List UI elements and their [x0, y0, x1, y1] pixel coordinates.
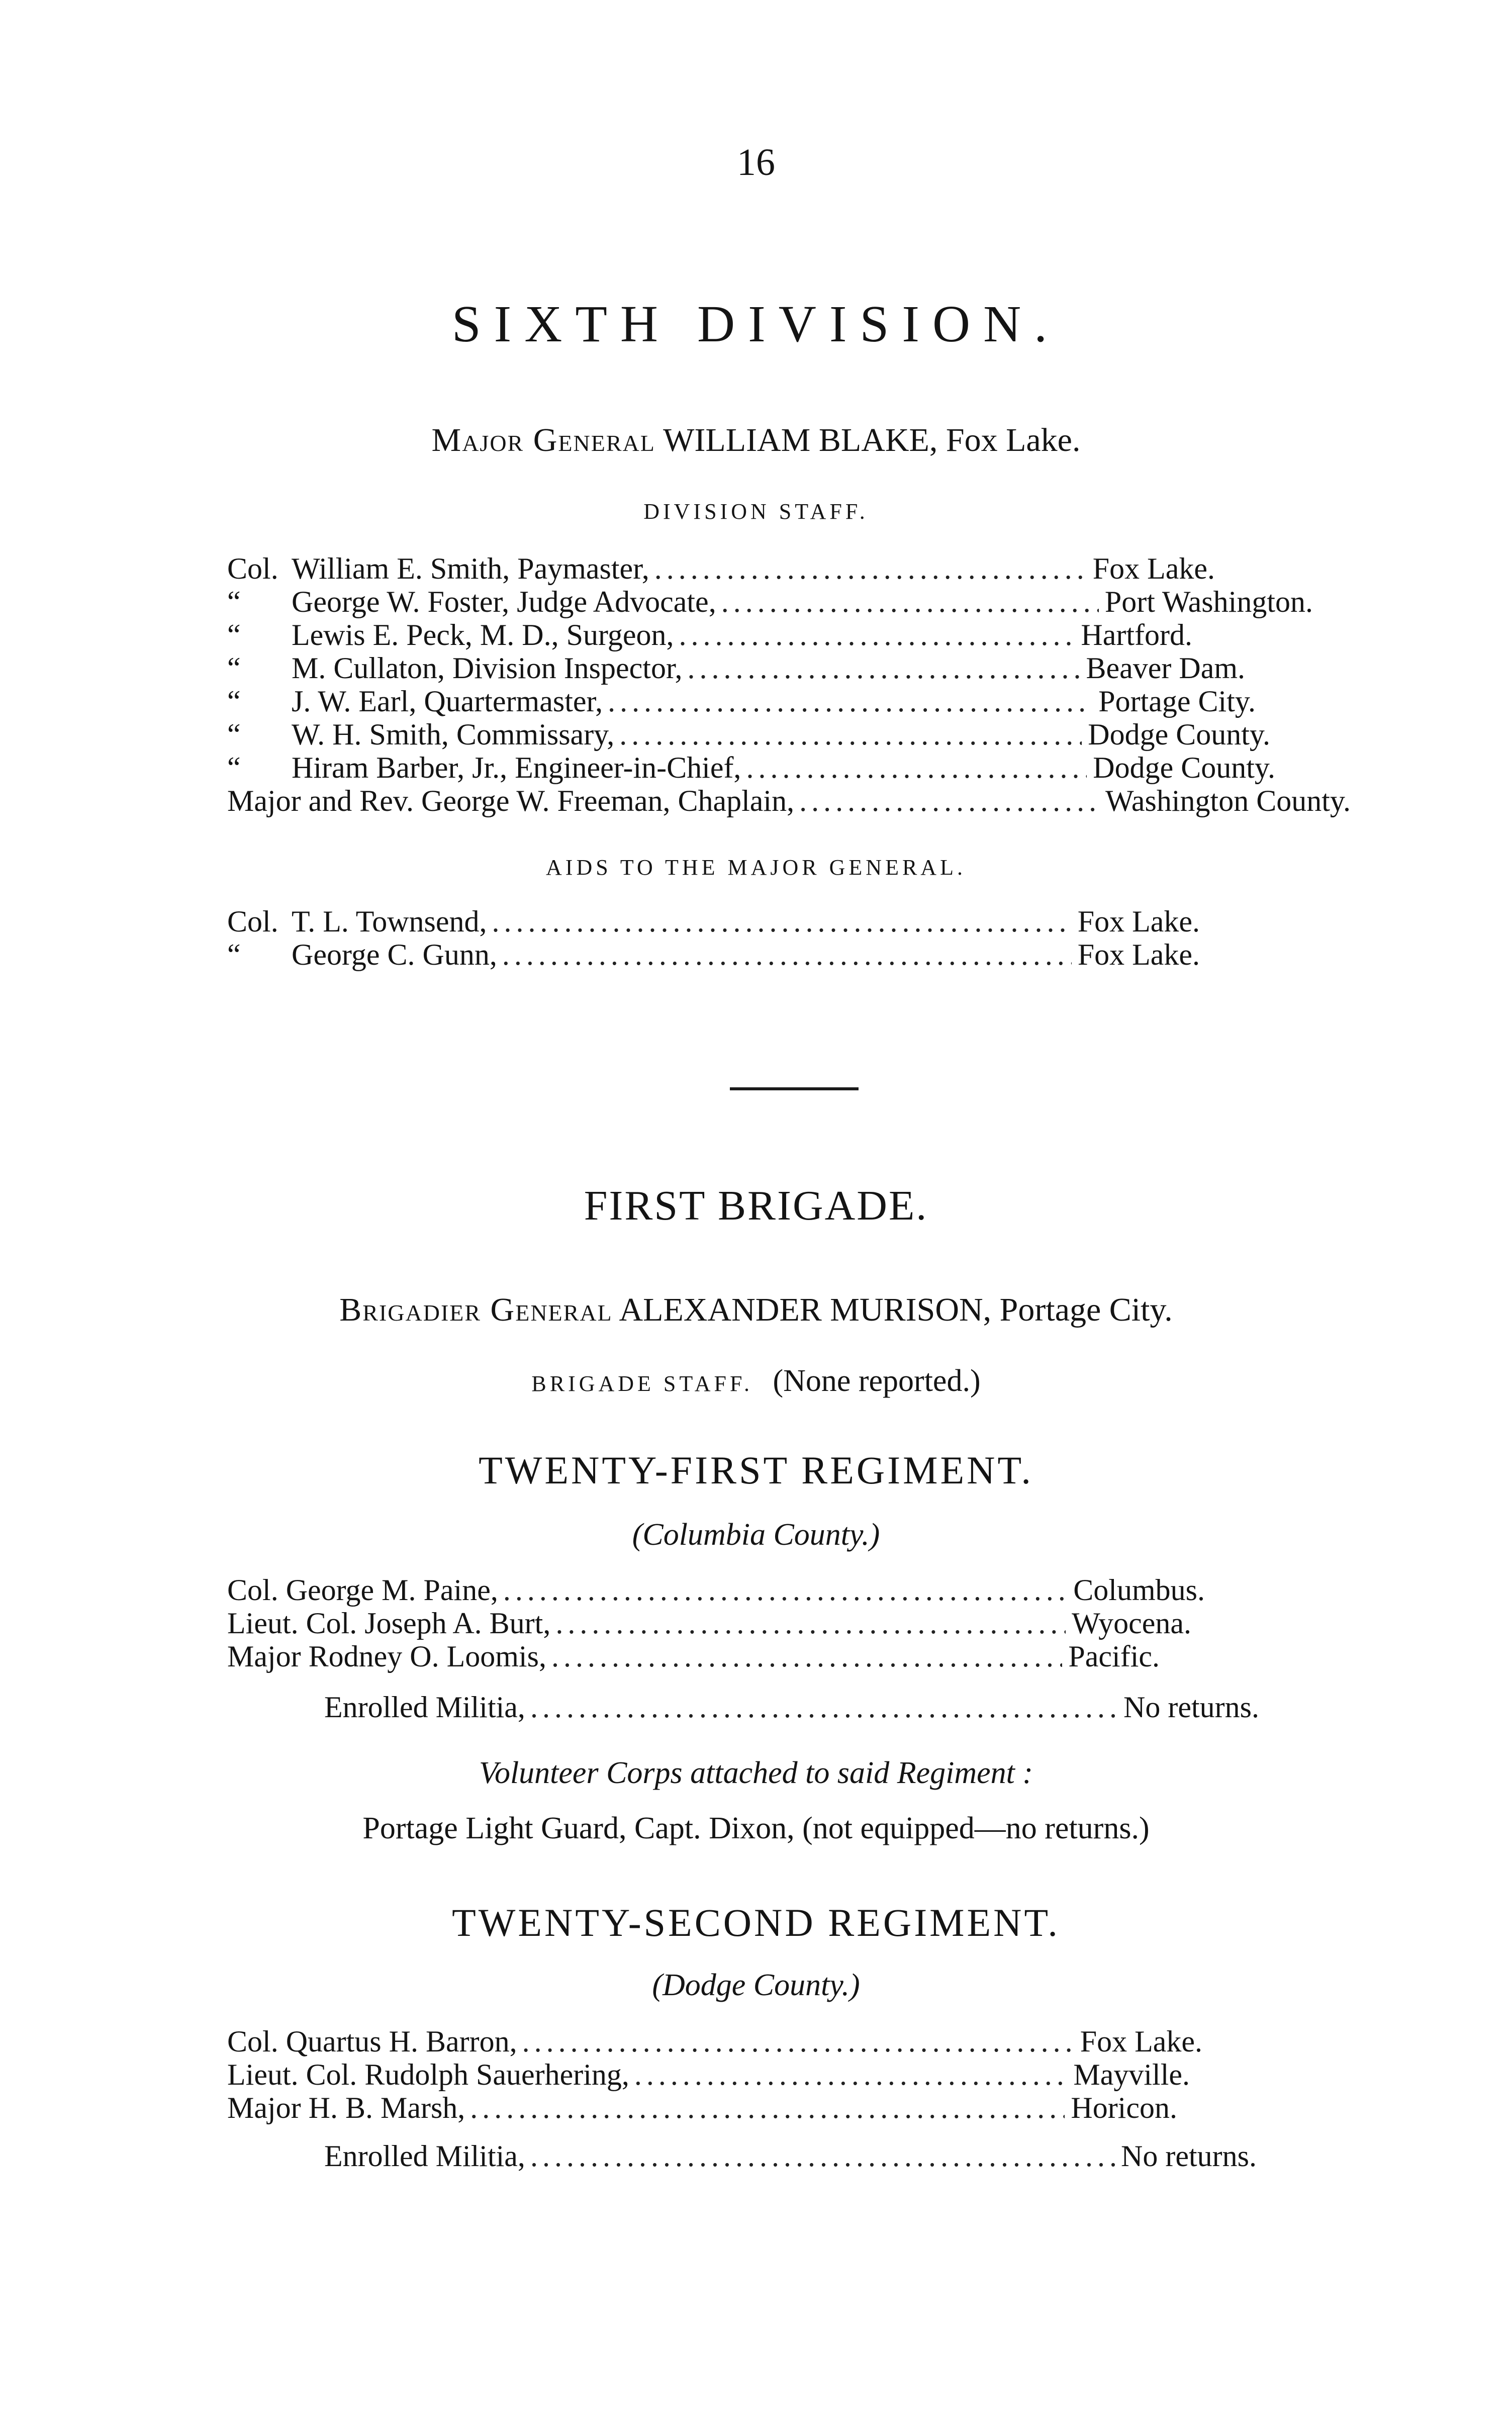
- division-commander-rank: Major General: [431, 422, 655, 458]
- leader-dots: [608, 685, 1092, 718]
- division-commander-line: [0, 421, 1512, 459]
- regiment-title: TWENTY-SECOND REGIMENT.: [452, 1901, 1060, 1944]
- leader-dots: [688, 651, 1080, 685]
- ditto-mark: “: [227, 718, 241, 751]
- militia-entry: [324, 2139, 1257, 2173]
- staff-place: Portage City.: [1098, 685, 1256, 718]
- brigade-commander-line: [0, 1291, 1512, 1329]
- militia-value: No returns.: [1121, 2139, 1257, 2173]
- staff-place: Port Washington.: [1104, 585, 1313, 618]
- leader-dots: [619, 718, 1082, 751]
- officer-name: Col. Quartus H. Barron,: [227, 2025, 517, 2058]
- brigade-staff-line: [0, 1363, 1512, 1399]
- leader-dots: [654, 552, 1087, 585]
- officer-place: Columbus.: [1073, 1573, 1205, 1607]
- leader-dots: [551, 1640, 1062, 1673]
- aid-name: George C. Gunn,: [292, 938, 497, 971]
- aid-name: T. L. Townsend,: [292, 905, 487, 938]
- brigade-title: FIRST BRIGADE.: [584, 1182, 928, 1229]
- leader-dots: [530, 1691, 1117, 1724]
- aids-heading: AIDS TO THE MAJOR GENERAL.: [546, 855, 966, 880]
- staff-name: George W. Foster, Judge Advocate,: [292, 585, 716, 618]
- ditto-mark: “: [227, 585, 241, 618]
- staff-entry: [227, 751, 1275, 784]
- division-title: SIXTH DIVISION.: [451, 295, 1061, 353]
- staff-name: M. Cullaton, Division Inspector,: [292, 651, 683, 685]
- regiment-title: TWENTY-FIRST REGIMENT.: [479, 1448, 1033, 1492]
- staff-place: Washington County.: [1105, 784, 1351, 817]
- officer-place: Wyocena.: [1072, 1607, 1191, 1640]
- staff-name: J. W. Earl, Quartermaster,: [292, 685, 603, 718]
- leader-dots: [799, 784, 1099, 817]
- aid-entry: [227, 905, 1200, 938]
- officer-name: Lieut. Col. Joseph A. Burt,: [227, 1607, 551, 1640]
- officer-name: Major Rodney O. Loomis,: [227, 1640, 546, 1673]
- rank-prefix: Col.: [227, 905, 278, 938]
- regiment-county: (Dodge County.): [652, 1968, 860, 2002]
- officer-name: Col. George M. Paine,: [227, 1573, 498, 1607]
- officer-entry: [227, 1573, 1205, 1607]
- staff-entry: [227, 784, 1351, 817]
- division-staff-heading: DIVISION STAFF.: [643, 499, 869, 524]
- staff-entry: [227, 618, 1192, 651]
- aid-place: Fox Lake.: [1077, 938, 1200, 971]
- officer-name: Lieut. Col. Rudolph Sauerhering,: [227, 2058, 629, 2091]
- officer-place: Pacific.: [1068, 1640, 1160, 1673]
- leader-dots: [634, 2058, 1067, 2091]
- staff-entry: [227, 651, 1245, 685]
- staff-place: Beaver Dam.: [1086, 651, 1245, 685]
- leader-dots: [492, 905, 1072, 938]
- section-divider: [730, 1087, 859, 1090]
- regiment-county: (Columbia County.): [632, 1518, 880, 1552]
- division-commander-name: WILLIAM BLAKE,: [663, 422, 938, 458]
- ditto-mark: “: [227, 751, 241, 784]
- brigade-staff-heading: BRIGADE STAFF.: [531, 1371, 753, 1396]
- officer-place: Mayville.: [1073, 2058, 1190, 2091]
- militia-value: No returns.: [1123, 1691, 1259, 1724]
- staff-name: Hiram Barber, Jr., Engineer-in-Chief,: [292, 751, 741, 784]
- officer-entry: [227, 2058, 1190, 2091]
- militia-label: Enrolled Militia,: [324, 2139, 525, 2173]
- rank-prefix: Col.: [227, 552, 278, 585]
- page-number: 16: [737, 141, 775, 183]
- brigade-staff-note: (None reported.): [773, 1364, 981, 1398]
- ditto-mark: “: [227, 938, 241, 971]
- staff-name: Lewis E. Peck, M. D., Surgeon,: [292, 618, 674, 651]
- staff-entry: [227, 585, 1313, 618]
- staff-place: Fox Lake.: [1092, 552, 1215, 585]
- officer-entry: [227, 2025, 1202, 2058]
- leader-dots: [746, 751, 1087, 784]
- officer-entry: [227, 1640, 1160, 1673]
- division-commander-place: Fox Lake.: [946, 422, 1081, 458]
- aid-place: Fox Lake.: [1077, 905, 1200, 938]
- leader-dots: [679, 618, 1075, 651]
- officer-entry: [227, 1607, 1191, 1640]
- staff-place: Dodge County.: [1088, 718, 1270, 751]
- officer-place: Fox Lake.: [1080, 2025, 1202, 2058]
- staff-entry: [227, 685, 1256, 718]
- staff-place: Dodge County.: [1093, 751, 1275, 784]
- officer-place: Horicon.: [1071, 2091, 1177, 2124]
- staff-name: Major and Rev. George W. Freeman, Chaplain,: [227, 784, 795, 817]
- militia-entry: [324, 1691, 1259, 1724]
- leader-dots: [721, 585, 1099, 618]
- staff-entry: [227, 552, 1215, 585]
- brigade-commander-place: Portage City.: [999, 1291, 1173, 1328]
- leader-dots: [470, 2091, 1065, 2124]
- militia-label: Enrolled Militia,: [324, 1691, 525, 1724]
- staff-place: Hartford.: [1081, 618, 1192, 651]
- ditto-mark: “: [227, 618, 241, 651]
- leader-dots: [530, 2139, 1115, 2173]
- leader-dots: [503, 1573, 1067, 1607]
- volunteer-heading: Volunteer Corps attached to said Regiment :: [479, 1756, 1033, 1790]
- aid-entry: [227, 938, 1200, 971]
- staff-name: W. H. Smith, Commissary,: [292, 718, 615, 751]
- leader-dots: [555, 1607, 1066, 1640]
- brigade-commander-name: ALEXANDER MURISON,: [619, 1291, 992, 1328]
- ditto-mark: “: [227, 651, 241, 685]
- volunteer-line: Portage Light Guard, Capt. Dixon, (not equipped—no returns.): [362, 1811, 1150, 1845]
- officer-name: Major H. B. Marsh,: [227, 2091, 465, 2124]
- leader-dots: [522, 2025, 1074, 2058]
- leader-dots: [502, 938, 1072, 971]
- officer-entry: [227, 2091, 1177, 2124]
- staff-entry: [227, 718, 1270, 751]
- staff-name: William E. Smith, Paymaster,: [292, 552, 649, 585]
- brigade-commander-rank: Brigadier General: [339, 1291, 613, 1328]
- ditto-mark: “: [227, 685, 241, 718]
